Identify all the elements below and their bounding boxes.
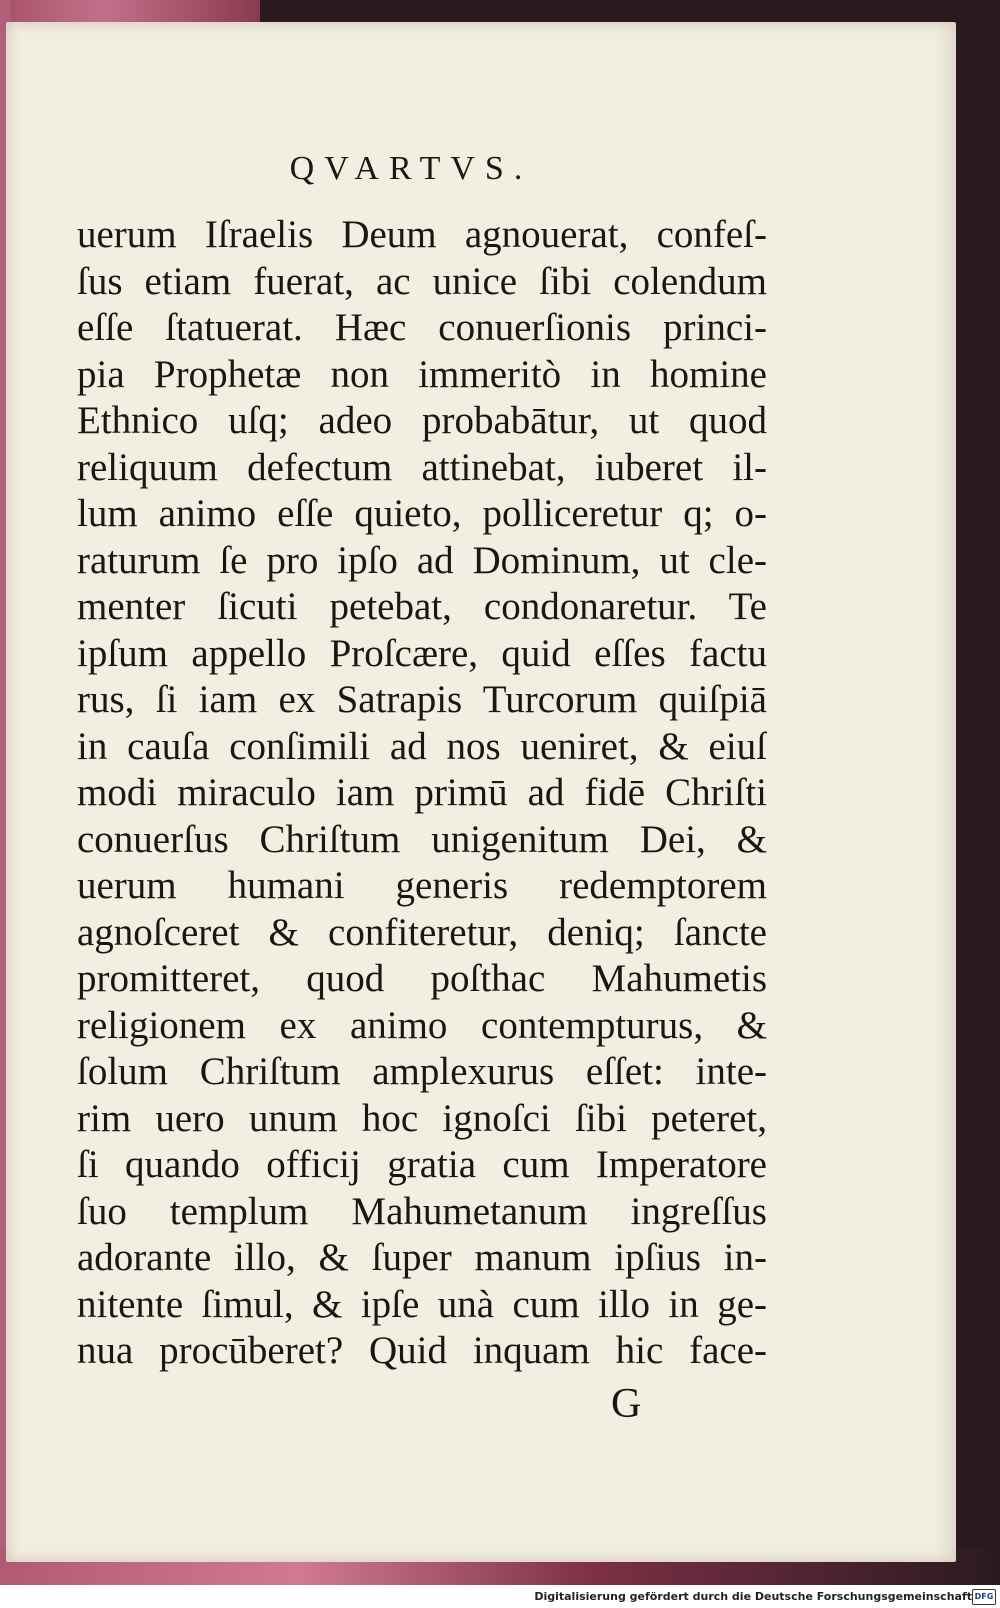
text-line: conuerſus Chriſtum unigenitum Dei, & <box>77 817 767 861</box>
text-line: ſi quando officij gratia cum Imperatore <box>77 1143 767 1186</box>
running-head: QVARTVS. <box>289 150 533 187</box>
text-line: adorante illo, & ſuper manum ipſius in- <box>77 1236 767 1279</box>
digitization-credit: Digitalisierung gefördert durch die Deutsche Forschungsgemeinschaft <box>534 1590 972 1603</box>
text-line: ſolum Chriſtum amplexurus eſſet: inte- <box>77 1050 767 1093</box>
text-line: uerum Iſraelis Deum agnouerat, confeſ- <box>77 213 767 256</box>
text-line: ipſum appello Proſcære, quid eſſes factu <box>77 631 767 675</box>
text-line: religionem ex animo contempturus, & <box>77 1003 767 1047</box>
text-line: modi miraculo iam primū ad fidē Chriſti <box>77 771 767 814</box>
text-line: rim uero unum hoc ignoſci ſibi peteret, <box>77 1096 767 1140</box>
text-line: uerum humani generis redemptorem <box>77 864 767 907</box>
text-line: rus, ſi iam ex Satrapis Turcorum quiſpiā <box>77 678 767 721</box>
text-line: promitteret, quod poſthac Mahumetis <box>77 957 767 1000</box>
text-line: lum animo eſſe quieto, polliceretur q; o- <box>77 492 767 535</box>
body-text <box>77 212 767 1375</box>
text-line: in cauſa conſimili ad nos ueniret, & eiuſ <box>77 724 767 768</box>
text-line: pia Prophetæ non immeritò in homine <box>77 352 767 396</box>
text-line: nitente ſimul, & ipſe unà cum illo in ge- <box>77 1282 767 1326</box>
dfg-logo-icon: DFG <box>972 1589 996 1605</box>
signature-mark: G <box>611 1381 642 1427</box>
text-line: nua procūberet? Quid inquam hic face- <box>77 1329 767 1372</box>
text-line: ſuo templum Mahumetanum ingreſſus <box>77 1189 767 1233</box>
text-line: agnoſceret & confiteretur, deniq; ſancte <box>77 910 767 954</box>
text-line: menter ſicuti petebat, condonaretur. Te <box>77 585 767 628</box>
book-page <box>6 22 956 1562</box>
text-line: reliquum defectum attinebat, iuberet il- <box>77 445 767 489</box>
text-line: raturum ſe pro ipſo ad Dominum, ut cle- <box>77 538 767 582</box>
text-line: Ethnico uſq; adeo probabātur, ut quod <box>77 399 767 442</box>
text-line: ſus etiam fuerat, ac unice ſibi colendum <box>77 259 767 303</box>
text-line: eſſe ſtatuerat. Hæc conuerſionis princi- <box>77 306 767 349</box>
